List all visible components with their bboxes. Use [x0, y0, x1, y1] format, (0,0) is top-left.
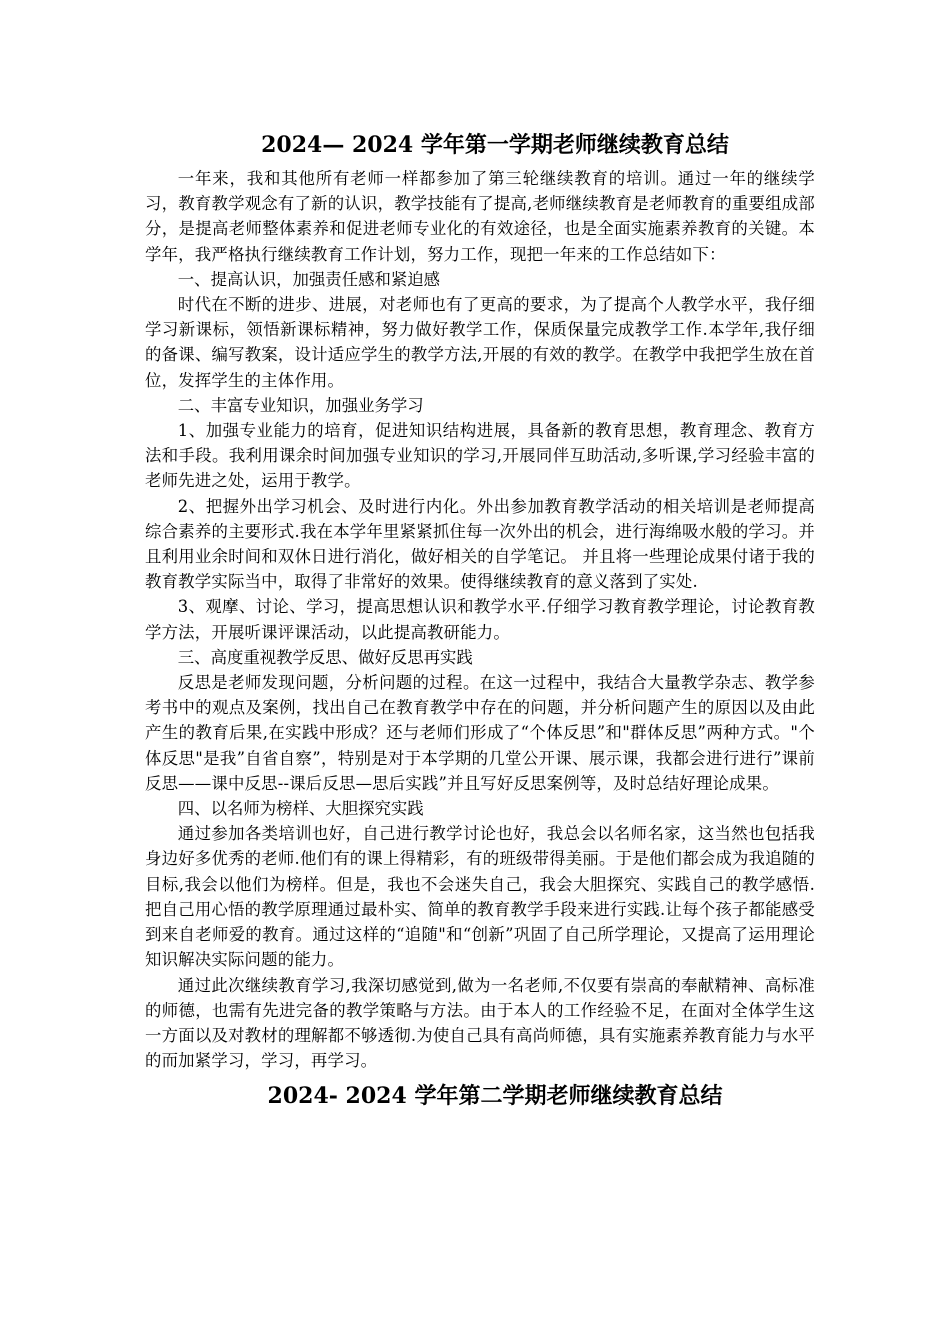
section-1-paragraph: 时代在不断的进步、进展，对老师也有了更高的要求，为了提高个人教学水平，我仔细学习新课标，领悟新课标精神，努力做好教学工作，保质保量完成教学工作.本学年,我仔细的备课、编写教案，设计适应学生的教学方法,开展的有效的教学。在教学中我把学生放在首位，发挥学生的主体作用。	[145, 295, 815, 390]
section-2-item-3: 3、观摩、讨论、学习，提高思想认识和教学水平.仔细学习教育教学理论，讨论教育教学方法，开展听课评课活动，以此提高教研能力。	[145, 597, 815, 642]
document-title: 2024— 2024 学年第一学期老师继续教育总结	[261, 132, 729, 158]
section-3-paragraph: 反思是老师发现问题，分析问题的过程。在这一过程中，我结合大量教学杂志、教学参考书中的观点及案例，找出自己在教育教学中存在的问题，并分析问题产生的原因以及由此产生的教育后果,在实践中形成？还与老师们形成了“个体反思”和"群体反思”两种方式。"个体反思"是我”自省自察”，特别是对于本学期的几堂公开课、展示课，我都会进行进行”课前反思——课中反思--课后反思—思后实践”并且写好反思案例等，及时总结好理论成果。	[145, 673, 815, 793]
section-heading-2: 二、丰富专业知识，加强业务学习	[177, 395, 424, 415]
intro-paragraph: 一年来，我和其他所有老师一样都参加了第三轮继续教育的培训。通过一年的继续学习，教育教学观念有了新的认识，教学技能有了提高,老师继续教育是老师教育的重要组成部分，是提高老师整体素养和促进老师专业化的有效途径，也是全面实施素养教育的关键。本学年，我严格执行继续教育工作计划，努力工作，现把一年来的工作总结如下：	[145, 169, 815, 264]
document-page	[145, 130, 815, 1117]
section-heading-1: 一、提高认识，加强责任感和紧迫感	[177, 269, 441, 289]
second-document-title: 2024- 2024 学年第二学期老师继续教育总结	[267, 1083, 723, 1110]
conclusion-paragraph: 通过此次继续教育学习,我深切感觉到,做为一名老师,不仅要有崇高的奉献精神、高标准的师德，也需有先进完备的教学策略与方法。由于本人的工作经验不足，在面对全体学生这一方面以及对教材的理解都不够透彻.为使自己具有高尚师德，具有实施素养教育能力与水平的而加紧学习，学习，再学习。	[145, 975, 815, 1071]
section-heading-4: 四、以名师为榜样、大胆探究实践	[177, 799, 424, 819]
section-2-item-2: 2、把握外出学习机会、及时进行内化。外出参加教育教学活动的相关培训是老师提高综合素养的主要形式.我在本学年里紧紧抓住每一次外出的机会，进行海绵吸水般的学习。并且利用业余时间和双休日进行消化，做好相关的自学笔记。 并且将一些理论成果付诸于我的教育教学实际当中，取得了非常好的效果。使得继续教育的意义落到了实处.	[145, 496, 815, 592]
section-2-item-1: 1、加强专业能力的培育，促进知识结构进展，具备新的教育思想，教育理念、教育方法和手段。我利用课余时间加强专业知识的学习,开展同伴互助活动,多听课,学习经验丰富的老师先进之处，运用于教学。	[145, 421, 815, 491]
section-heading-3: 三、高度重视教学反思、做好反思再实践	[177, 647, 473, 667]
section-4-paragraph: 通过参加各类培训也好，自己进行教学讨论也好，我总会以名师名家，这当然也包括我身边好多优秀的老师.他们有的课上得精彩，有的班级带得美丽。于是他们都会成为我追随的目标,我会以他们为榜样。但是，我也不会迷失自己，我会大胆探究、实践自己的教学感悟.把自己用心悟的教学原理通过最朴实、简单的教育教学手段来进行实践.让每个孩子都能感受到来自老师爱的教育。通过这样的“追随"和“创新”巩固了自己所学理论，又提高了运用理论知识解决实际问题的能力。	[145, 824, 815, 970]
